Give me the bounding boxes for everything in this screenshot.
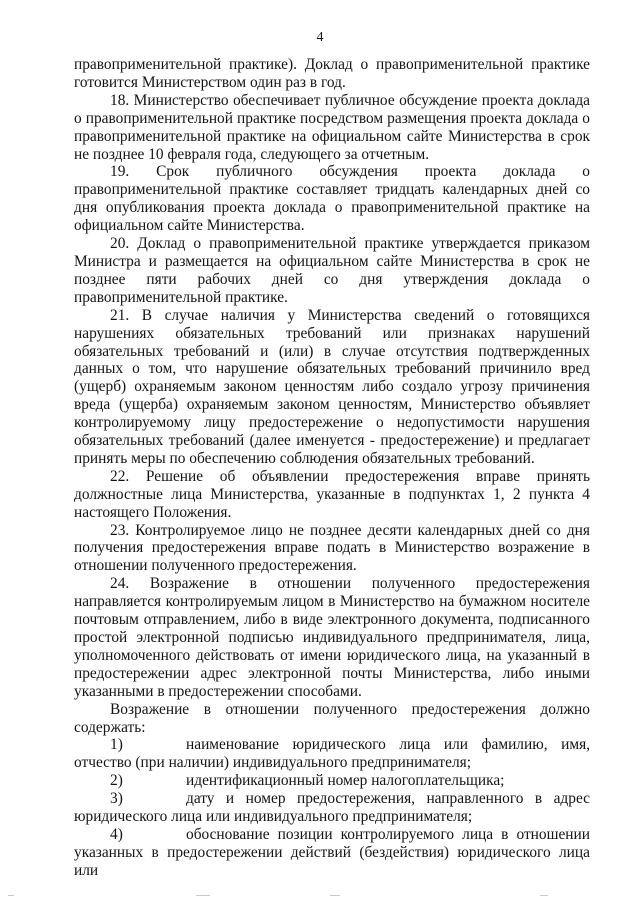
list-item-text: идентификационный номер налогоплательщика; (186, 772, 505, 790)
document-body (74, 56, 590, 880)
list-item-1 (74, 736, 590, 772)
list-item-3 (74, 790, 590, 826)
list-item-text: дату и номер предостережения, направленного в адрес юридического лица или индивидуального предпринимателя; (74, 790, 590, 826)
list-item-text: обоснование позиции контролируемого лица в отношении указанных в предостережении действий (бездействия) юридического лица или (74, 825, 590, 879)
paragraph-18: 18. Министерство обеспечивает публичное обсуждение проекта доклада о правоприменительной практике посредством размещения проекта доклада о правоприменительной практике на официальном сайте Министерства в срок не позднее 10 февраля года, следующего за отчетным. (74, 91, 590, 163)
list-item-number: 3) (110, 790, 123, 808)
scan-edge-marks (0, 895, 640, 899)
paragraph-24: 24. Возражение в отношении полученного предостережения направляется контролируемым лицом в Министерство на бумажном носителе почтовым отправлением, либо в виде электронного документа, подписанного простой электронной подписью индивидуального предпринимателя, лица, уполномоченного действовать от имени юридического лица, на указанный в предостережении адрес электронной почты Министерства, либо иными указанными в предостережении способами. (74, 575, 590, 700)
paragraph-19: 19. Срок публичного обсуждения проекта доклада о правоприменительной практике составляет тридцать календарных дней со дня опубликования проекта доклада о правоприменительной практике на официальном сайте Министерства. (74, 163, 590, 235)
list-item-number: 4) (110, 825, 123, 843)
paragraph-20: 20. Доклад о правоприменительной практике утверждается приказом Министра и размещается на официальном сайте Министерства в срок не позднее пяти рабочих дней со дня утверждения доклада о правоприменительной практике. (74, 235, 590, 306)
paragraph-21: 21. В случае наличия у Министерства сведений о готовящихся нарушениях обязательных требований или признаках нарушений обязательных требований и (или) в случае отсутствия подтвержденных данных о том, что нарушение обязательных требований причинило вред (ущерб) охраняемым законом ценностям либо создало угрозу причинения вреда (ущерба) охраняемым законом ценностям, Министерство объявляет контролируемому лицу предостережение о недопустимости нарушения обязательных требований (далее именуется - предостережение) и предлагает принять меры по обеспечению соблюдения обязательных требований. (74, 306, 590, 467)
list-item-number: 1) (110, 736, 123, 754)
list-item-number: 2) (110, 772, 123, 790)
paragraph-23: 23. Контролируемое лицо не позднее десяти календарных дней со дня получения предостережения вправе подать в Министерство возражение в отношении полученного предостережения. (74, 521, 590, 575)
list-item-4 (74, 826, 590, 880)
paragraph-continuation: правоприменительной практике). Доклад о правоприменительной практике готовится Министерством один раз в год. (74, 56, 590, 91)
list-item-text: наименование юридического лица или фамилию, имя, отчество (при наличии) индивидуального предпринимателя; (74, 736, 590, 772)
paragraph-objection-requirements: Возражение в отношении полученного предостережения должно содержать: (74, 700, 590, 736)
page-number: 4 (316, 30, 324, 45)
paragraph-22: 22. Решение об объявлении предостережения вправе принять должностные лица Министерства, указанные в подпунктах 1, 2 пункта 4 настоящего Положения. (74, 467, 590, 521)
list-item-2 (74, 772, 590, 790)
